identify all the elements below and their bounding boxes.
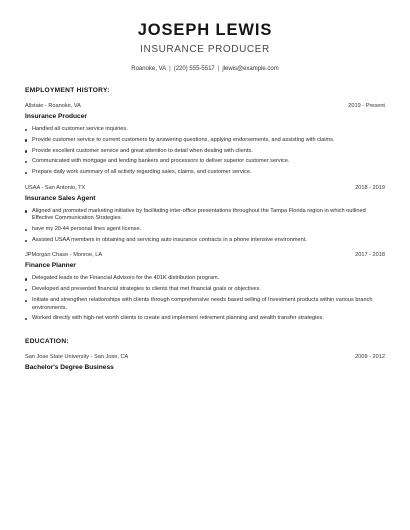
job-company: JPMorgan Chase - Monroe, LA xyxy=(25,252,103,259)
job-bullets xyxy=(25,208,385,245)
education-list xyxy=(25,353,385,372)
contact-email[interactable]: jlewis@example.com xyxy=(222,66,279,72)
bullet-item: have my 20-44 personal lines agent license. xyxy=(25,226,385,234)
education-header xyxy=(25,353,385,361)
job-list xyxy=(25,102,385,323)
job-header xyxy=(25,102,385,110)
bullet-item: Communicated with mortgage and lending bankers and processors to deliver superior customer service. xyxy=(25,158,385,166)
job-dates: 2019 - Present xyxy=(348,103,385,109)
job-entry xyxy=(25,184,385,245)
job-dates: 2018 - 2019 xyxy=(355,184,385,191)
school-name: San Jose State University - San Jose, CA xyxy=(25,354,129,360)
contact-phone: (220) 555-5517 xyxy=(173,66,215,72)
job-title: Finance Planner xyxy=(25,262,76,270)
bullet-item: Developed and presented financial strategies to clients that met financial goals or objectives. xyxy=(25,286,385,294)
degree-name: Bachelor's Degree Business xyxy=(25,364,114,371)
job-bullets xyxy=(25,275,385,323)
bullet-item: Provide excellent customer service and great attention to detail when dealing with clients. xyxy=(25,148,385,156)
bullet-item: Delegated leads to the Financial Advisors for the 401K distribution program. xyxy=(25,275,385,283)
bullet-item: Assisted USAA members in obtaining and servicing auto insurance contracts in a phone intensive environment. xyxy=(25,237,385,245)
education-entry xyxy=(25,353,385,372)
candidate-name: JOSEPH LEWIS xyxy=(137,21,273,39)
bullet-item: Worked directly with high-net worth clients to create and implement retirement planning and wealth transfer strategies. xyxy=(25,315,385,323)
job-header xyxy=(25,184,385,192)
contact-separator: | xyxy=(169,66,171,72)
bullet-item: Aligned and promoted marketing initiative by facilitating inter-office presentations throughout the Tampa Florida region in which outlined Effective Communication Strategies. xyxy=(25,208,385,223)
bullet-item: Handled all customer service inquiries. xyxy=(25,126,385,134)
resume-header xyxy=(0,0,410,73)
education-section xyxy=(25,337,385,372)
job-bullets xyxy=(25,126,385,177)
job-header xyxy=(25,251,385,259)
bullet-item: Prepare daily work summary of all activity regarding sales, claims, and customer service. xyxy=(25,169,385,177)
job-title: Insurance Sales Agent xyxy=(25,194,96,202)
bullet-item: Provide customer service to current customers by answering questions, applying endorsements, and assisting with claims. xyxy=(25,137,385,145)
bullet-item: Initiate and strengthen relationships with clients through comprehensive needs based selling of Investment products within various branch environments. xyxy=(25,297,385,312)
contact-line xyxy=(0,65,410,73)
job-entry xyxy=(25,102,385,177)
education-dates: 2009 - 2012 xyxy=(355,354,385,360)
job-entry xyxy=(25,251,385,323)
resume-content xyxy=(25,86,385,372)
job-title: Insurance Producer xyxy=(25,113,87,120)
job-company: Allstate - Roanoke, VA xyxy=(25,103,81,109)
employment-heading: EMPLOYMENT HISTORY: xyxy=(25,87,110,94)
contact-location: Roanoke, VA xyxy=(131,66,167,72)
job-dates: 2017 - 2018 xyxy=(355,252,385,259)
education-heading: EDUCATION: xyxy=(25,338,69,345)
contact-separator: | xyxy=(217,66,220,72)
candidate-title: INSURANCE PRODUCER xyxy=(140,44,270,55)
job-company: USAA - San Antonio, TX xyxy=(25,184,86,191)
employment-section xyxy=(25,86,385,323)
